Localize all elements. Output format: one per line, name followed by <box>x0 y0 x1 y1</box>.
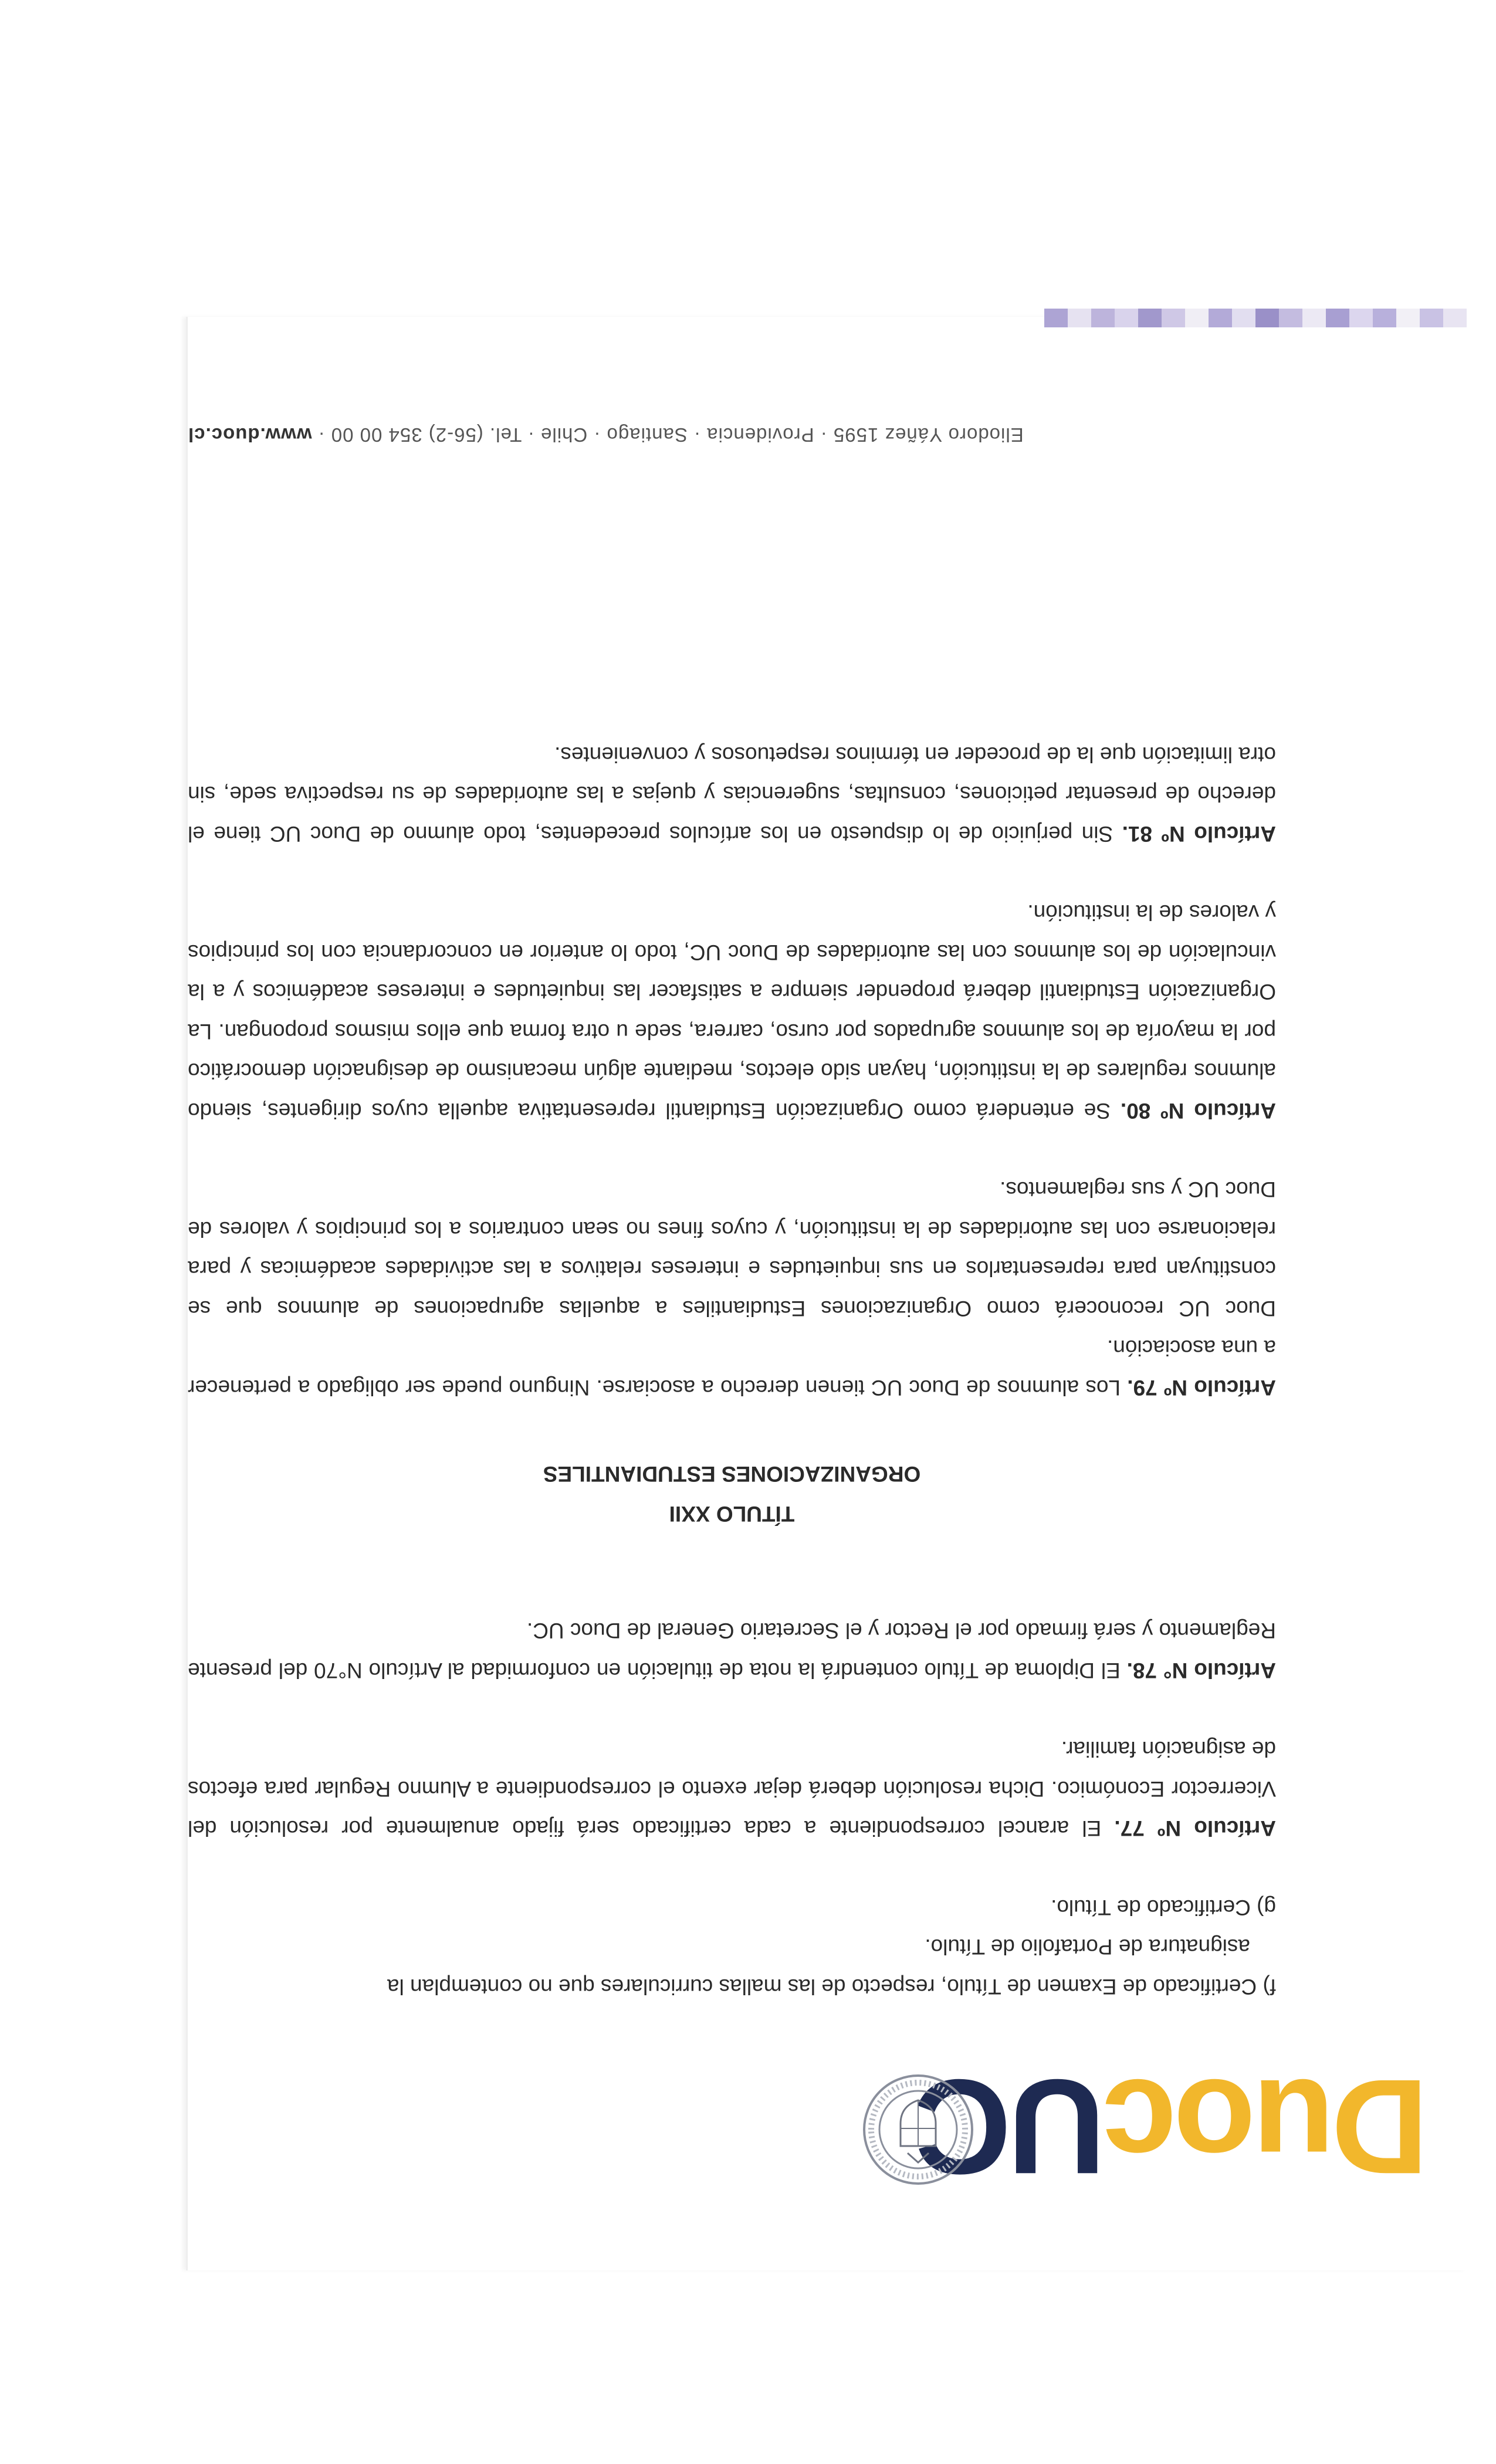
article-79-paragraph-2: Duoc UC reconocerá como Organizaciones Estudiantiles a aquellas agrupaciones de alumnos que se constituyan para representarlos en sus inquietudes e intereses relativos a las actividades académicas y para relacionarse con las autoridades de la institución, y cuyos fines no sean contrarios a los principios y valores de Duoc UC y sus reglamentos. <box>188 1177 1276 1321</box>
article-78-label: Artículo N° 78. <box>1126 1659 1276 1683</box>
article-79-text: Los alumnos de Duoc UC tienen derecho a asociarse. Ninguno puede ser obligado a pertenecer a una asociación. <box>188 1336 1276 1400</box>
print-color-bar <box>1044 309 1467 327</box>
item-f-line2: asignatura de Portafolio de Título. <box>925 1935 1250 1959</box>
article-79 <box>188 1328 1276 1407</box>
article-79-label: Artículo Nº 79. <box>1127 1376 1276 1400</box>
section-title <box>188 1454 1276 1534</box>
article-81 <box>188 735 1276 854</box>
item-f-line1: f) Certificado de Examen de Título, respecto de las mallas curriculares que no contemplan la <box>387 1975 1276 1999</box>
article-80-text: Se entenderá como Organización Estudiantil representativa aquella cuyos dirigentes, siendo alumnos regulares de la institución, hayan sido electos, mediante algún mecanismo de designación democrático por la mayoría de los alumnos agrupados por curso, carrera, sede u otra forma que ellos mismos propongan. La Organización Estudiantil deberá propender siempre a satisfacer las inquietudes e intereses académicos y a la vinculación de los alumnos con las autoridades de Duoc UC, todo lo anterior en concordancia con los principios y valores de la institución. <box>188 901 1276 1123</box>
article-81-text: Sin perjuicio de lo dispuesto en los artículos precedentes, todo alumno de Duoc UC tiene el derecho de presentar peticiones, consultas, sugerencias y quejas a las autoridades de su respectiva sede, sin otra limitación que la de proceder en términos respetuosos y convenientes. <box>187 743 1276 846</box>
document-sheet <box>186 317 1467 2270</box>
title-number: TÍTULO XXII <box>669 1502 795 1526</box>
article-77-text: El arancel correspondiente a cada certificado será fijado anualmente por resolución del Vicerrector Económico. Dicha resolución deberá dejar exento el correspondiente a Alumno Regular para efectos de asignación familiar. <box>188 1737 1276 1841</box>
page-footer <box>188 424 1338 446</box>
university-seal-icon <box>859 2071 977 2188</box>
logo-wordmark <box>918 2053 1429 2200</box>
item-g: g) Certificado de Título. <box>1051 1896 1276 1920</box>
logo-word-duoc: Duoc <box>1105 2052 1429 2202</box>
article-78-text: El Diploma de Título contendrá la nota de titulación en conformidad al Artículo N°70 del presente Reglamento y será firmado por el Rector y el Secretario General de Duoc UC. <box>188 1619 1276 1683</box>
footer-address: Eliodoro Yáñez 1595 · Providencia · Santiago · Chile · Tel. (56-2) 354 00 00 · <box>312 424 1024 446</box>
article-81-label: Artículo Nº 81. <box>1122 822 1276 846</box>
title-name: ORGANIZACIONES ESTUDIANTILES <box>543 1462 921 1487</box>
article-77-label: Artículo Nº 77. <box>1114 1816 1276 1841</box>
regulation-text <box>188 735 1276 2007</box>
article-77 <box>188 1729 1276 1849</box>
footer-url: www.duoc.cl <box>188 424 312 446</box>
article-78 <box>188 1611 1276 1690</box>
article-80-label: Artículo Nº 80. <box>1120 1099 1276 1123</box>
logo-word-uc: UC <box>917 2052 1105 2202</box>
duoc-uc-logo <box>865 2053 1429 2200</box>
article-80 <box>188 893 1276 1131</box>
